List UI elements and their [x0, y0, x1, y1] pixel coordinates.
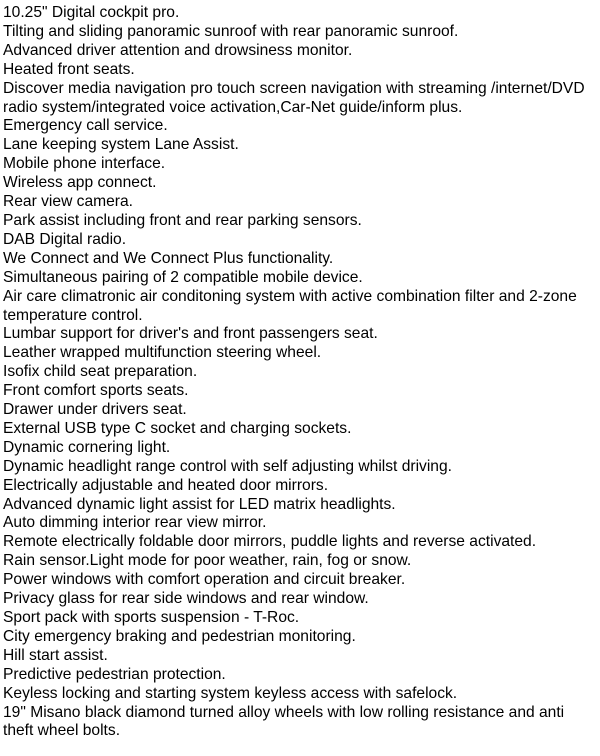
feature-item: Dynamic headlight range control with self adjusting whilst driving.	[3, 457, 452, 475]
feature-item: Rain sensor.Light mode for poor weather, rain, fog or snow.	[3, 552, 412, 570]
feature-list	[3, 4, 591, 741]
feature-item: Air care climatronic air conditoning system with active combination filter and 2-zone temperature control.	[3, 287, 577, 324]
feature-item: Wireless app connect.	[3, 174, 157, 192]
feature-item: Rear view camera.	[3, 193, 133, 211]
feature-item: Lane keeping system Lane Assist.	[3, 136, 239, 154]
feature-item: Keyless locking and starting system keyless access with safelock.	[3, 684, 458, 702]
feature-item: Leather wrapped multifunction steering wheel.	[3, 344, 322, 362]
feature-item: Drawer under drivers seat.	[3, 401, 187, 419]
feature-item: Sport pack with sports suspension - T-Roc.	[3, 609, 300, 626]
feature-item: Park assist including front and rear parking sensors.	[3, 211, 362, 229]
feature-item: Discover media navigation pro touch screen navigation with streaming /internet/DVD radio system/integrated voice activation,Car-Net guide/inform plus.	[3, 79, 585, 116]
feature-item: Heated front seats.	[3, 60, 135, 78]
feature-item: 19" Misano black diamond turned alloy wheels with low rolling resistance and anti theft wheel bolts.	[3, 703, 565, 740]
feature-item: City emergency braking and pedestrian monitoring.	[3, 627, 356, 645]
feature-item: Electrically adjustable and heated door mirrors.	[3, 476, 329, 494]
feature-item: Front comfort sports seats.	[3, 382, 189, 400]
feature-item: Privacy glass for rear side windows and rear window.	[3, 590, 369, 608]
feature-item: Remote electrically foldable door mirrors, puddle lights and reverse activated.	[3, 533, 537, 551]
feature-item: External USB type C socket and charging sockets.	[3, 419, 352, 437]
feature-item: Tilting and sliding panoramic sunroof with rear panoramic sunroof.	[3, 22, 459, 40]
feature-item: Hill start assist.	[3, 646, 108, 664]
feature-item: Advanced driver attention and drowsiness monitor.	[3, 41, 353, 59]
feature-item: Simultaneous pairing of 2 compatible mobile device.	[3, 268, 363, 286]
feature-item: Auto dimming interior rear view mirror.	[3, 514, 267, 532]
feature-item: Isofix child seat preparation.	[3, 363, 198, 381]
feature-item: Dynamic cornering light.	[3, 438, 171, 456]
feature-item: Emergency call service.	[3, 117, 168, 135]
feature-item: We Connect and We Connect Plus functionality.	[3, 249, 334, 267]
feature-item: DAB Digital radio.	[3, 230, 127, 248]
feature-item: Advanced dynamic light assist for LED matrix headlights.	[3, 495, 396, 513]
feature-item: Mobile phone interface.	[3, 155, 166, 173]
feature-item: 10.25" Digital cockpit pro.	[3, 4, 180, 21]
feature-item: Power windows with comfort operation and circuit breaker.	[3, 571, 406, 589]
feature-item: Lumbar support for driver's and front passengers seat.	[3, 325, 378, 343]
feature-item: Predictive pedestrian protection.	[3, 665, 226, 683]
